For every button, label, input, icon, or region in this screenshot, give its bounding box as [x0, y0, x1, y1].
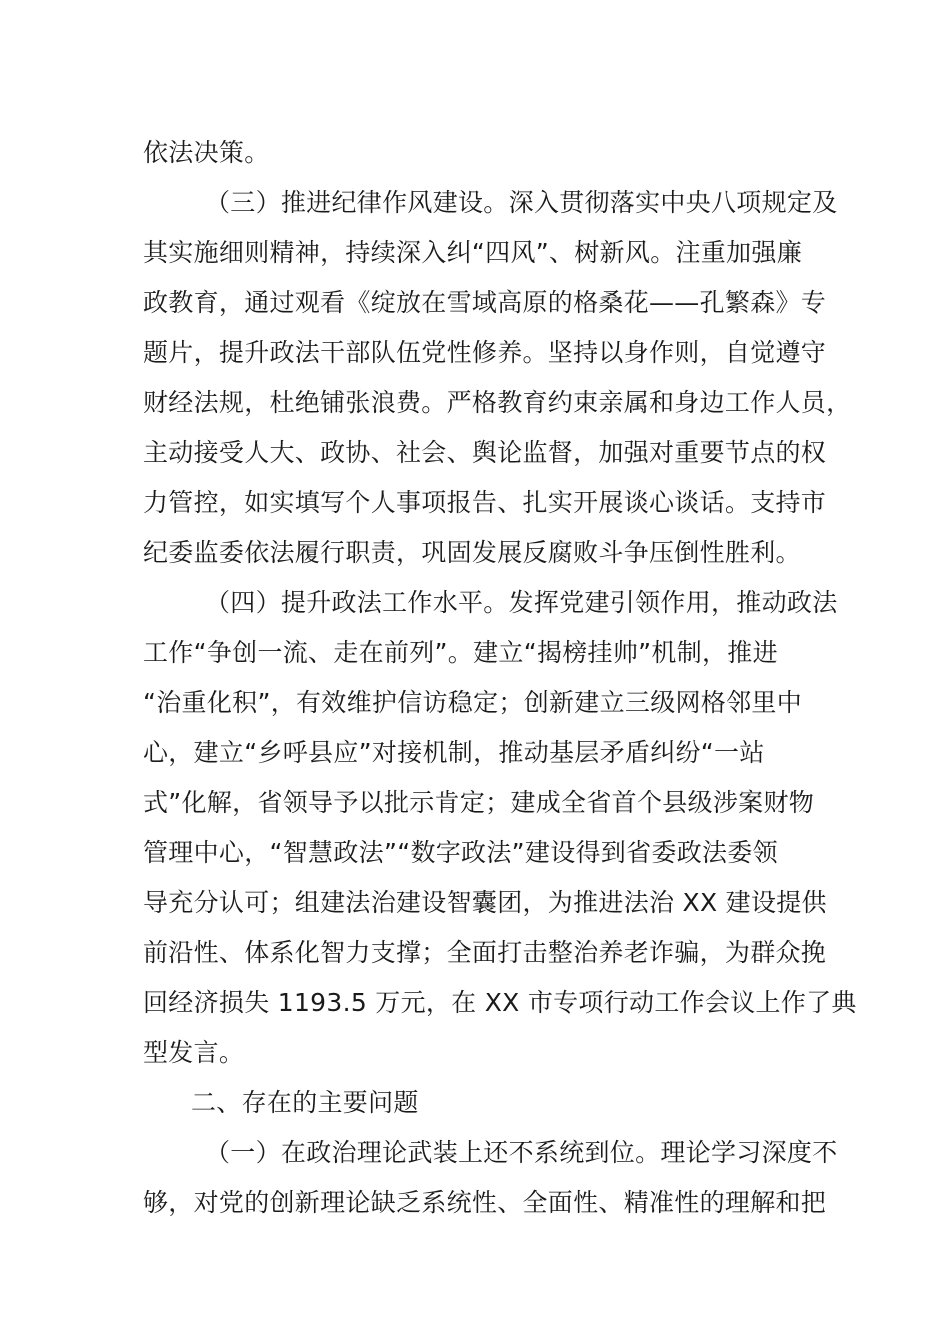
text-line: 纪委监委依法履行职责，巩固发展反腐败斗争压倒性胜利。: [143, 538, 801, 567]
document-body: [143, 128, 857, 1228]
paragraph-heading-line: （三）推进纪律作风建设。深入贯彻落实中央八项规定及: [205, 188, 838, 217]
text-line: 工作“争创一流、走在前列”。建立“揭榜挂帅”机制，推进: [143, 638, 778, 667]
text-line: 心，建立“乡呼县应”对接机制，推动基层矛盾纠纷“一站: [143, 738, 765, 767]
text-line: 够，对党的创新理论缺乏系统性、全面性、精准性的理解和把: [143, 1188, 827, 1217]
text-line: 型发言。: [143, 1038, 245, 1067]
text-line: 主动接受人大、政协、社会、舆论监督，加强对重要节点的权: [143, 438, 827, 467]
text-line: 依法决策。: [143, 138, 270, 167]
text-line: 前沿性、体系化智力支撑；全面打击整治养老诈骗，为群众挽: [143, 938, 827, 967]
text-line: 式”化解，省领导予以批示肯定；建成全省首个县级涉案财物: [143, 788, 815, 817]
text-line: “治重化积”，有效维护信访稳定；创新建立三级网格邻里中: [143, 688, 803, 717]
text-line: 回经济损失 1193.5 万元，在 XX 市专项行动工作会议上作了典: [143, 988, 857, 1017]
text-line: 其实施细则精神，持续深入纠“四风”、树新风。注重加强廉: [143, 238, 803, 267]
text-line: 题片，提升政法干部队伍党性修养。坚持以身作则，自觉遵守: [143, 338, 827, 367]
text-line: 导充分认可；组建法治建设智囊团，为推进法治 XX 建设提供: [143, 888, 827, 917]
text-line: 政教育，通过观看《绽放在雪域高原的格桑花——孔繁森》专: [143, 288, 827, 317]
text-line: 力管控，如实填写个人事项报告、扎实开展谈心谈话。支持市: [143, 488, 827, 517]
paragraph-heading-line: （四）提升政法工作水平。发挥党建引领作用，推动政法: [205, 588, 838, 617]
paragraph-heading-line: （一）在政治理论武装上还不系统到位。理论学习深度不: [205, 1138, 838, 1167]
text-line: 管理中心，“智慧政法”“数字政法”建设得到省委政法委领: [143, 838, 778, 867]
text-line: 财经法规，杜绝铺张浪费。严格教育约束亲属和身边工作人员，: [143, 388, 852, 417]
section-heading: 二、存在的主要问题: [191, 1088, 419, 1117]
